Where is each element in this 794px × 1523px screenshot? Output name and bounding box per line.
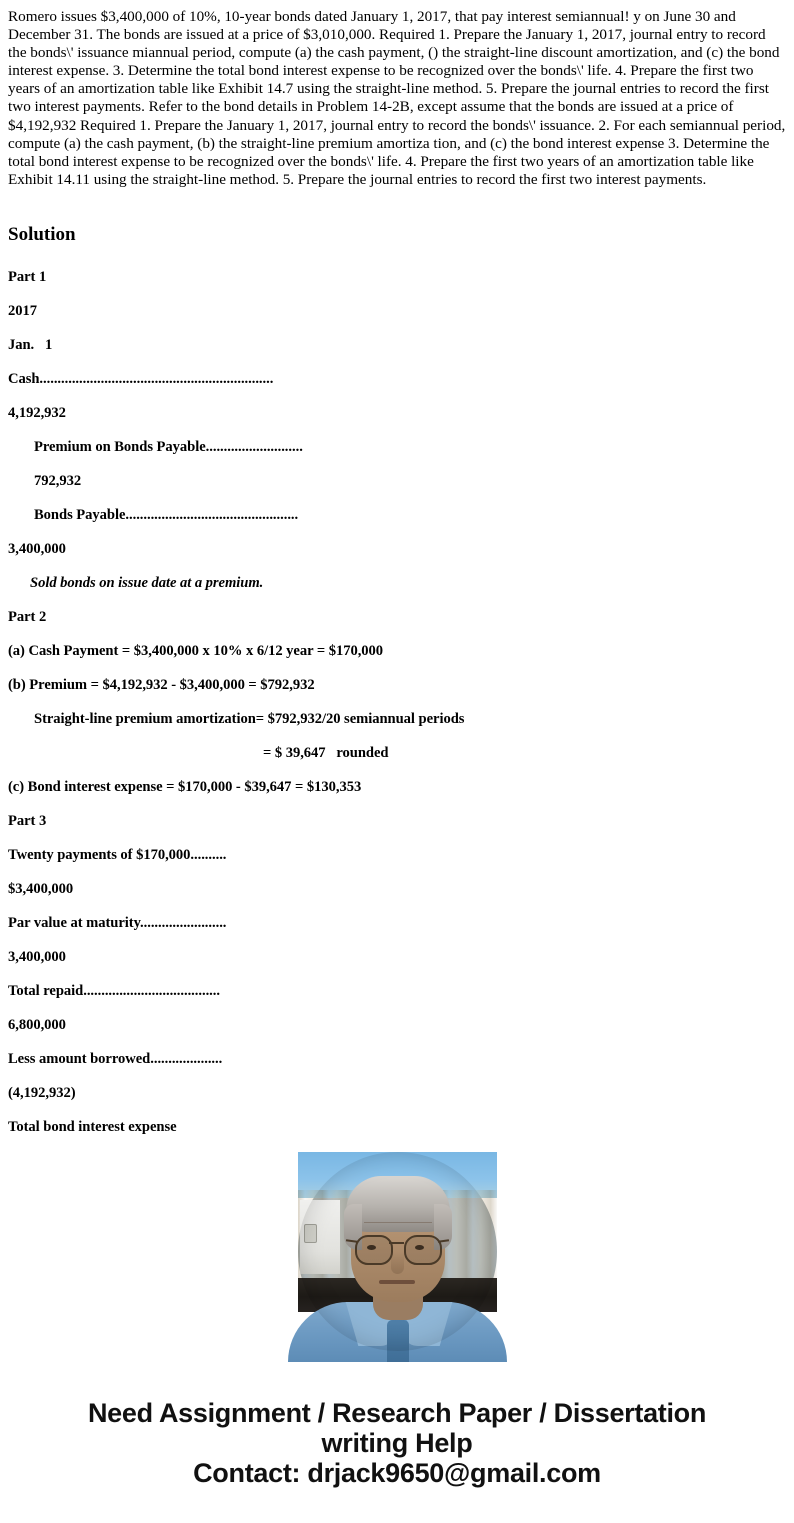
solution-heading: Solution bbox=[8, 224, 76, 245]
photo-vignette bbox=[298, 1152, 497, 1351]
solution-line: Premium on Bonds Payable........................... bbox=[34, 439, 303, 455]
solution-line: (4,192,932) bbox=[8, 1085, 76, 1101]
solution-line: $3,400,000 bbox=[8, 881, 74, 897]
solution-line: (a) Cash Payment = $3,400,000 x 10% x 6/12 year = $170,000 bbox=[8, 643, 384, 659]
solution-line: 3,400,000 bbox=[8, 949, 66, 965]
solution-area bbox=[0, 212, 794, 1135]
solution-line: = $ 39,647 rounded bbox=[263, 745, 389, 761]
solution-line: (b) Premium = $4,192,932 - $3,400,000 = $792,932 bbox=[8, 677, 315, 693]
solution-line: Cash................................................................. bbox=[8, 371, 274, 387]
solution-line: (c) Bond interest expense = $170,000 - $39,647 = $130,353 bbox=[8, 779, 362, 795]
solution-line: Total bond interest expense bbox=[8, 1119, 177, 1135]
solution-line: Sold bonds on issue date at a premium. bbox=[30, 575, 264, 591]
solution-line: 6,800,000 bbox=[8, 1017, 66, 1033]
solution-line: Part 1 bbox=[8, 269, 47, 285]
solution-line: 2017 bbox=[8, 303, 37, 319]
solution-line: Twenty payments of $170,000.......... bbox=[8, 847, 227, 863]
solution-line: Par value at maturity........................ bbox=[8, 915, 227, 931]
solution-line: Jan. 1 bbox=[8, 337, 53, 353]
solution-line: Part 2 bbox=[8, 609, 47, 625]
question-paragraph: Romero issues $3,400,000 of 10%, 10-year bonds dated January 1, 2017, that pay interest semiannual! y on June 30 and December 31. The bonds are issued at a price of $3,010,000. Required 1. Prepare the January 1, 2017, journal entry to record the bonds\' issuance miannual period, compute (a) the cash payment, () the straight-line discount amortization, and (c) the bond interest expense. 3. Determine the total bond interest expense to be recognized over the bonds\' life. 4. Prepare the first two years of an amortization table like Exhibit 14.7 using the straight-line method. 5. Prepare the journal entries to record the first two interest payments. Refer to the bond details in Problem 14-2B, except assume that the bonds are issued at a price of $4,192,932 Required 1. Prepare the January 1, 2017, journal entry to record the bonds\' issuance. 2. For each semiannual period, compute (a) the cash payment, (b) the straight-line premium amortiza tion, and (c) the bond interest expense 3. Determine the total bond interest expense to be recognized over the bonds\' life. 4. Prepare the first two years of an amortization table like Exhibit 14.11 using the straight-line method. 5. Prepare the journal entries to record the first two interest payments. bbox=[8, 8, 786, 188]
avatar-wrapper bbox=[298, 1152, 497, 1351]
cta-line-3: Contact: drjack9650@gmail.com bbox=[193, 1458, 601, 1488]
solution-line: Bonds Payable................................................ bbox=[34, 507, 299, 523]
footer-cta bbox=[0, 1398, 794, 1488]
solution-line: 4,192,932 bbox=[8, 405, 66, 421]
solution-lines bbox=[0, 260, 794, 1144]
solution-line: Straight-line premium amortization= $792,932/20 semiannual periods bbox=[34, 711, 465, 727]
cta-line-1: Need Assignment / Research Paper / Dissertation bbox=[87, 1398, 707, 1428]
solution-line: Total repaid...................................... bbox=[8, 983, 220, 999]
cta-line-2: writing Help bbox=[321, 1428, 473, 1458]
solution-line: 3,400,000 bbox=[8, 541, 66, 557]
solution-line: Part 3 bbox=[8, 813, 47, 829]
solution-line: Less amount borrowed.................... bbox=[8, 1051, 223, 1067]
avatar bbox=[298, 1152, 497, 1351]
solution-line: 792,932 bbox=[34, 473, 82, 489]
question-block bbox=[8, 8, 786, 189]
